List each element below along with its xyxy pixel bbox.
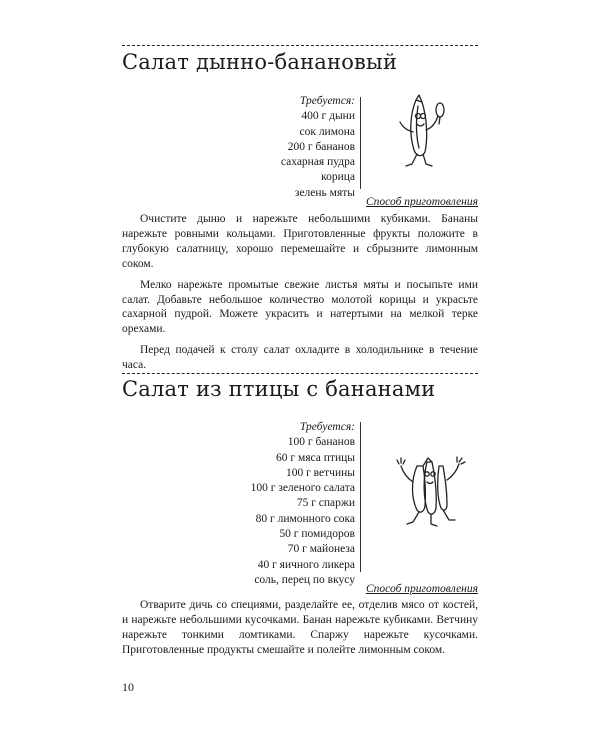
title-rule	[122, 45, 478, 46]
ingredients-heading: Требуется:	[299, 95, 355, 107]
method-text	[122, 212, 478, 379]
ingredient-item: сахарная пудра	[280, 156, 355, 169]
ingredient-item: 100 г зеленого салата	[250, 482, 355, 495]
ingredients-bar	[360, 422, 361, 572]
ingredient-item: 400 г дыни	[301, 110, 355, 123]
ingredient-item: 200 г бананов	[287, 140, 355, 153]
ingredient-item: 70 г майонеза	[287, 543, 355, 556]
ingredient-item: зелень мяты	[294, 186, 355, 199]
ingredients-list	[281, 109, 355, 201]
ingredient-item: 40 г яичного ликера	[257, 558, 355, 571]
ingredients-list	[251, 435, 355, 588]
ingredient-item: 100 г бананов	[287, 436, 355, 449]
banana-bunch-illustration	[395, 452, 467, 530]
ingredient-item: соль, перец по вкусу	[254, 573, 355, 586]
ingredients-block	[281, 94, 355, 201]
ingredient-item: 50 г помидоров	[279, 528, 355, 541]
dancing-banana-illustration	[392, 92, 452, 172]
title-rule	[122, 373, 478, 374]
ingredient-item: корица	[321, 171, 355, 184]
method-text	[122, 598, 478, 664]
ingredient-item: сок лимона	[299, 125, 355, 138]
page-number: 10	[122, 680, 134, 694]
recipe-title: Салат дынно-банановый	[122, 50, 398, 74]
method-paragraph: Отварите дичь со специями, разделайте ее, отделив мясо от костей, и нарежьте небольшими кусочками. Банан нарежьте кубиками. Ветчину нарежьте тонкими ломтиками. Спаржу нарежьте кусочками. Приготовленные продукты смешайте и полейте лимонным соком.	[122, 599, 478, 656]
ingredient-item: 60 г мяса птицы	[276, 451, 355, 464]
ingredients-block	[251, 420, 355, 588]
method-paragraph: Мелко нарежьте промытые свежие листья мяты и посыпьте ими салат. Добавьте небольшое количество молотой корицы и украсьте сахарной пудрой. Можете украсить и натертыми на мелкой терке орехами.	[122, 278, 478, 336]
ingredient-item: 100 г ветчины	[285, 466, 355, 479]
method-heading: Способ приготовления	[366, 583, 478, 595]
ingredient-item: 75 г спаржи	[296, 497, 355, 510]
recipe-title: Салат из птицы с бананами	[122, 377, 436, 401]
method-paragraph: Очистите дыню и нарежьте небольшими кубиками. Бананы нарежьте ровными кольцами. Приготовленные фрукты положите в глубокую салатницу, хорошо перемешайте и сбрызните лимонным соком.	[122, 213, 478, 270]
method-heading: Способ приготовления	[366, 196, 478, 208]
ingredient-item: 80 г лимонного сока	[255, 512, 355, 525]
ingredients-bar	[360, 97, 361, 189]
ingredients-heading: Требуется:	[299, 421, 355, 433]
method-paragraph: Перед подачей к столу салат охладите в холодильнике в течение часа.	[122, 344, 478, 372]
